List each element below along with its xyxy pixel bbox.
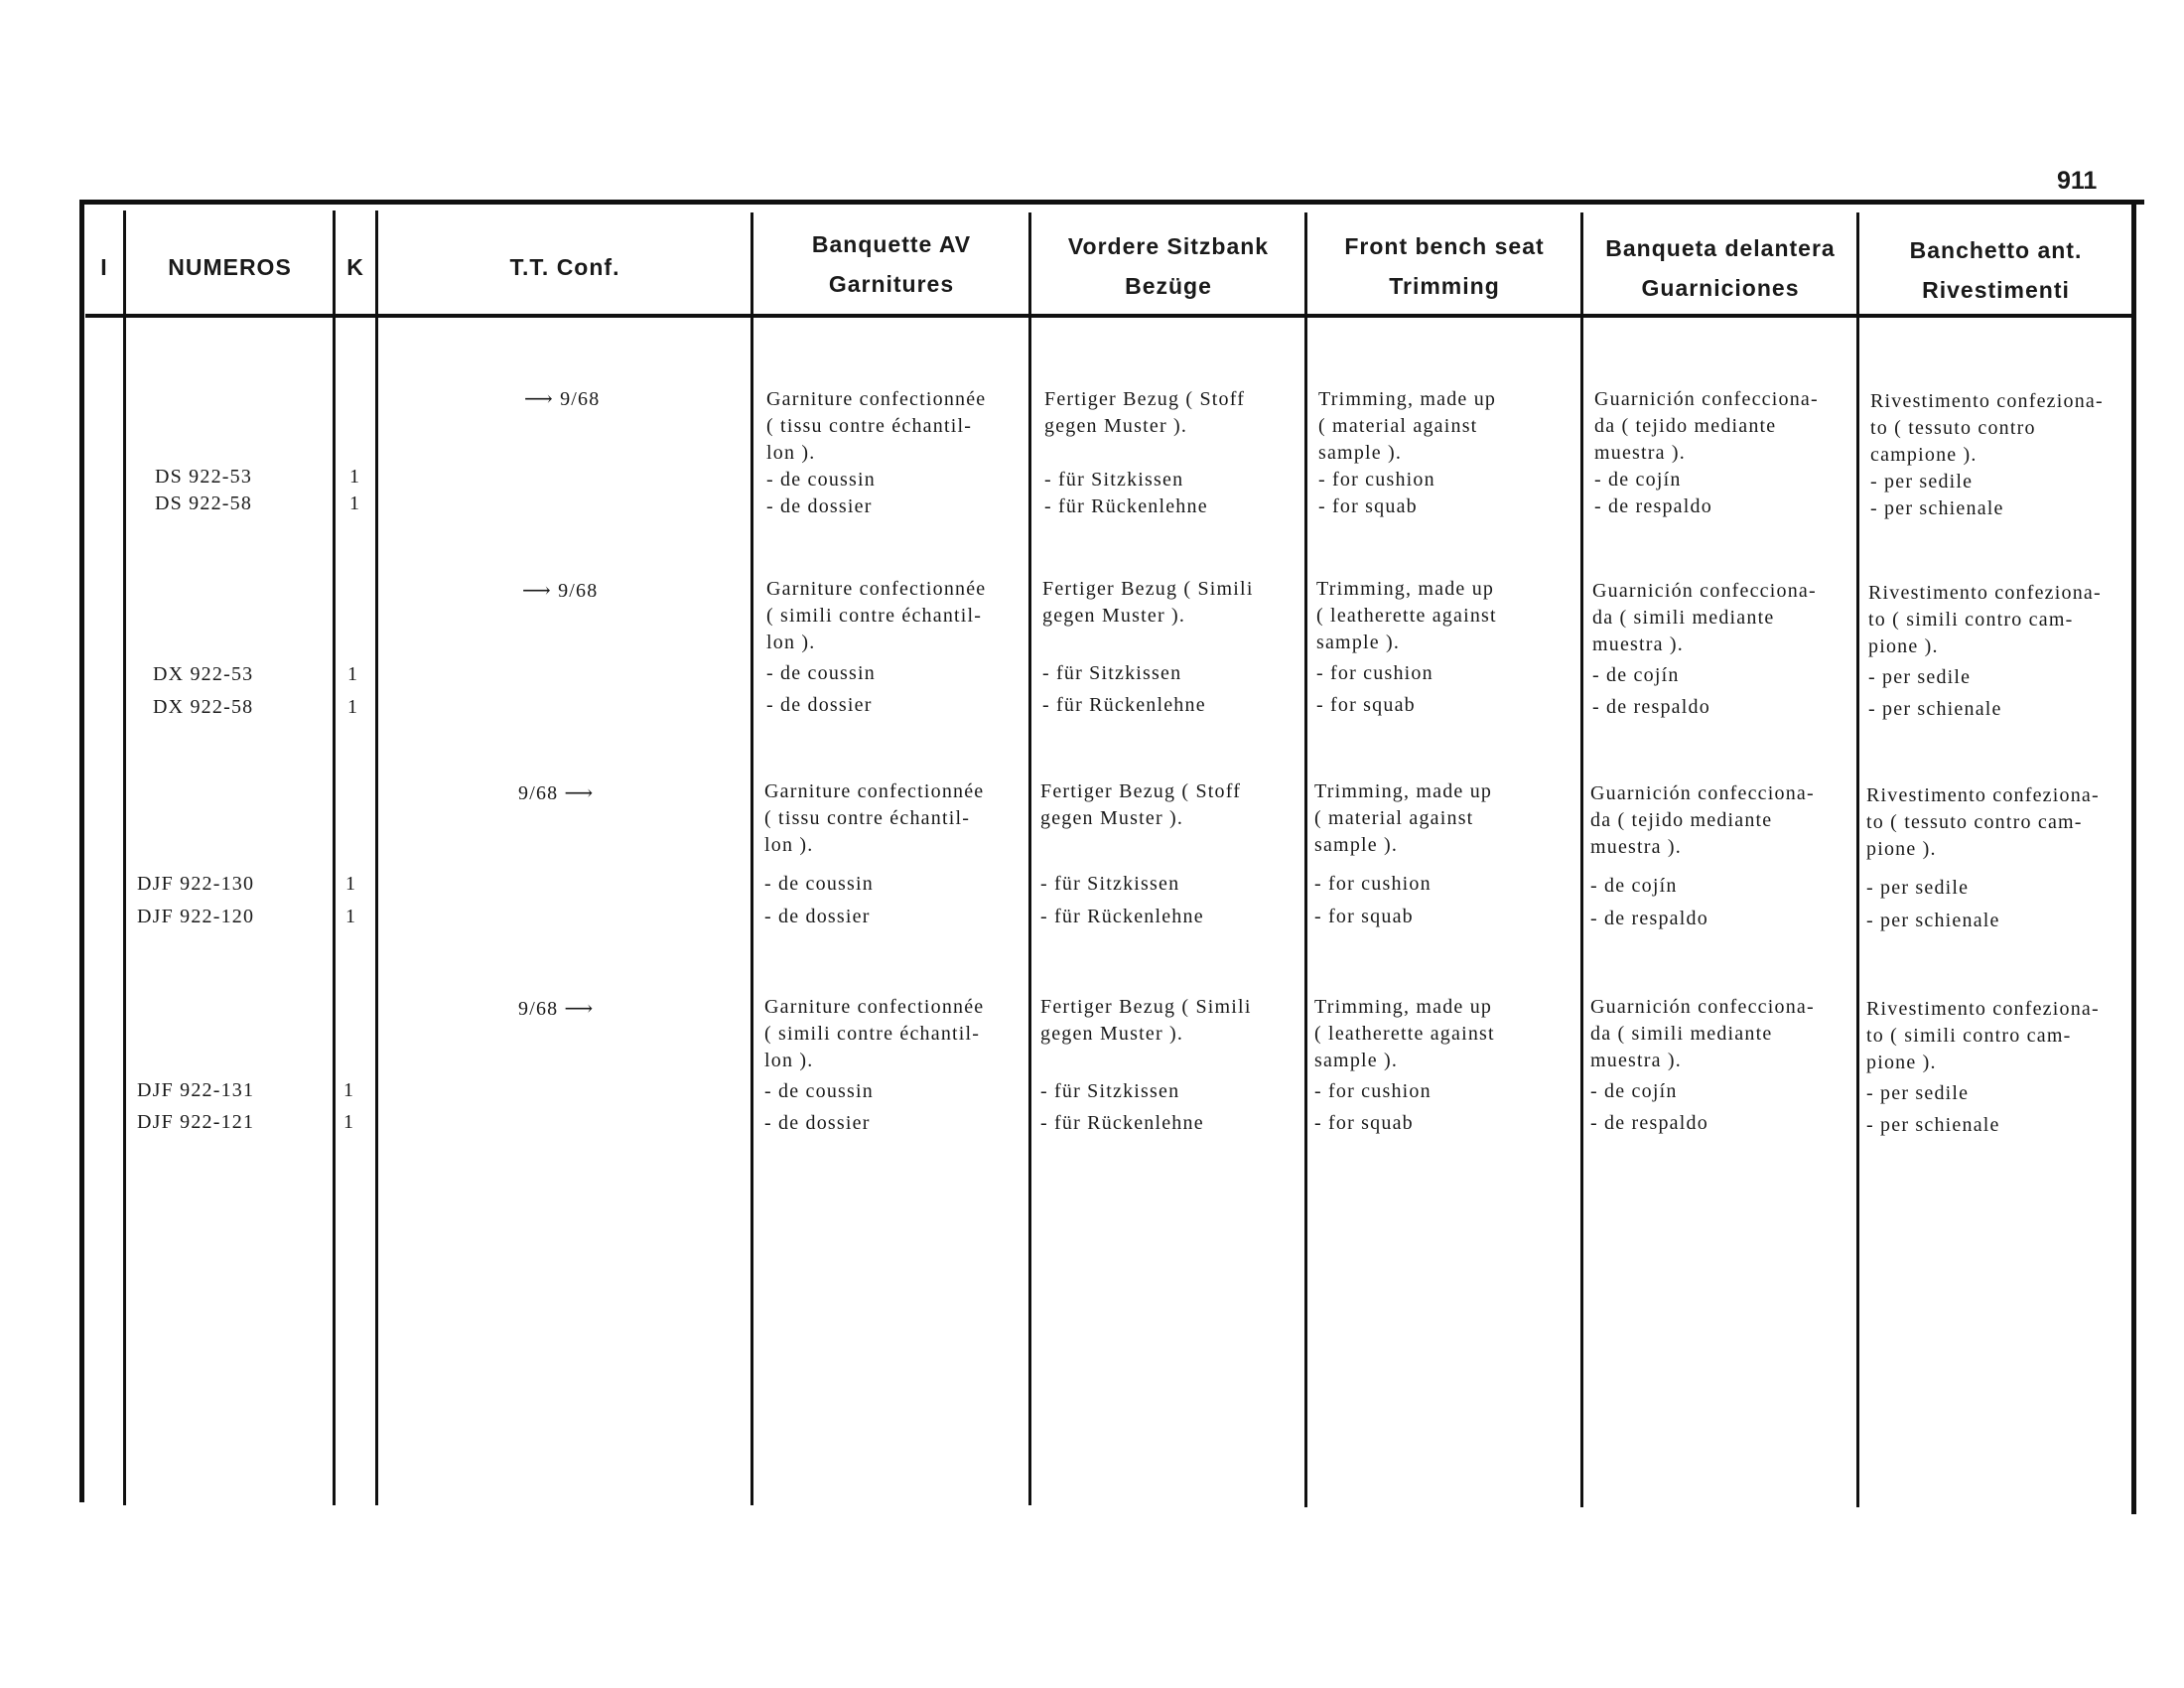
description-spanish: [1590, 994, 1815, 1137]
description-french: [764, 778, 984, 930]
header-italian-line: Rivestimenti: [1922, 277, 2070, 303]
desc-line: gegen Muster ).: [1042, 605, 1186, 627]
header-bottom-rule: [85, 314, 2136, 318]
column-rule: [375, 211, 378, 1505]
desc-line: - for squab: [1314, 1112, 1414, 1134]
header-italian: [1860, 230, 2131, 310]
header-german-line: Bezüge: [1125, 273, 1212, 299]
desc-line: - für Rückenlehne: [1040, 1112, 1204, 1134]
header-k: K: [346, 254, 364, 280]
part-quantity: 1: [345, 873, 357, 895]
desc-line: - de cojín: [1590, 875, 1678, 897]
desc-line: - per sedile: [1866, 1082, 1970, 1104]
column-rule: [2131, 204, 2136, 1514]
description-italian: [1866, 996, 2100, 1139]
desc-line: sample ).: [1318, 442, 1403, 464]
desc-line: - de respaldo: [1590, 1112, 1708, 1134]
column-rule: [79, 200, 84, 1502]
description-german: [1040, 778, 1241, 930]
desc-line: campione ).: [1870, 444, 1978, 466]
desc-line: - per schienale: [1866, 910, 2000, 931]
description-english: [1316, 576, 1497, 719]
desc-line: - de dossier: [764, 906, 871, 927]
part-number: DJF 922-121: [137, 1111, 255, 1133]
desc-line: pione ).: [1868, 635, 1939, 657]
description-english: [1314, 994, 1495, 1137]
desc-line: Guarnición confecciona-: [1590, 996, 1815, 1018]
desc-line: ( leatherette against: [1316, 605, 1497, 627]
header-english-line: Trimming: [1389, 273, 1500, 299]
desc-line: - für Rückenlehne: [1042, 694, 1206, 716]
desc-line: - für Sitzkissen: [1040, 1080, 1180, 1102]
desc-line: ( material against: [1314, 807, 1474, 829]
desc-line: muestra ).: [1590, 836, 1682, 858]
desc-line: - per sedile: [1868, 666, 1972, 688]
desc-line: ( simili contre échantil-: [766, 605, 983, 627]
header-french: [754, 224, 1028, 304]
desc-line: da ( tejido mediante: [1594, 415, 1777, 437]
desc-line: Rivestimento confeziona-: [1866, 784, 2100, 806]
desc-line: Trimming, made up: [1314, 996, 1493, 1018]
description-spanish: [1594, 386, 1819, 520]
desc-line: [1040, 1048, 1252, 1074]
part-quantity: 1: [345, 906, 357, 927]
part-number: DX 922-58: [153, 696, 254, 718]
desc-line: Fertiger Bezug ( Stoff: [1044, 388, 1246, 410]
desc-line: lon ).: [764, 834, 814, 856]
desc-line: - de cojín: [1592, 664, 1680, 686]
desc-line: to ( tessuto contro: [1870, 417, 2036, 439]
desc-line: [1044, 440, 1245, 467]
part-number: DS 922-53: [155, 466, 253, 488]
description-english: [1314, 778, 1492, 930]
part-quantity: 1: [349, 492, 361, 514]
part-quantity: 1: [347, 663, 359, 685]
desc-line: gegen Muster ).: [1044, 415, 1188, 437]
desc-line: Rivestimento confeziona-: [1868, 582, 2102, 604]
description-english: [1318, 386, 1496, 520]
desc-line: - per schienale: [1868, 698, 2002, 720]
desc-line: sample ).: [1314, 1050, 1399, 1071]
desc-line: - de coussin: [764, 1080, 874, 1102]
desc-line: - per schienale: [1866, 1114, 2000, 1136]
part-quantity: 1: [343, 1079, 355, 1101]
desc-line: - de cojín: [1594, 469, 1682, 491]
part-quantity: 1: [347, 696, 359, 718]
desc-line: - de dossier: [766, 495, 873, 517]
header-spanish-line: Banqueta delantera: [1605, 235, 1836, 261]
desc-line: lon ).: [766, 632, 816, 653]
desc-line: to ( simili contro cam-: [1868, 609, 2074, 631]
description-italian: [1868, 580, 2102, 723]
desc-line: - for cushion: [1314, 1080, 1432, 1102]
description-german: [1040, 994, 1252, 1137]
desc-line: lon ).: [764, 1050, 814, 1071]
desc-line: ( tissu contre échantil-: [764, 807, 971, 829]
desc-line: [1042, 630, 1254, 656]
desc-line: Garniture confectionnée: [764, 780, 985, 802]
header-italian-line: Banchetto ant.: [1909, 237, 2083, 263]
column-rule: [751, 212, 753, 1505]
column-rule: [1580, 212, 1583, 1507]
desc-line: pione ).: [1866, 1052, 1937, 1073]
desc-line: to ( simili contro cam-: [1866, 1025, 2072, 1047]
desc-line: - for squab: [1318, 495, 1418, 517]
desc-line: - für Sitzkissen: [1042, 662, 1182, 684]
desc-line: - for squab: [1316, 694, 1416, 716]
header-english-line: Front bench seat: [1344, 233, 1545, 259]
description-spanish: [1590, 780, 1815, 932]
desc-line: da ( tejido mediante: [1590, 809, 1773, 831]
part-quantity: 1: [343, 1111, 355, 1133]
header-spanish: [1584, 228, 1856, 308]
description-french: [766, 576, 986, 719]
description-german: [1042, 576, 1254, 719]
desc-line: - per sedile: [1870, 471, 1974, 492]
column-rule: [333, 211, 336, 1505]
header-english: [1308, 226, 1580, 306]
header-tt-conf: T.T. Conf.: [509, 254, 620, 280]
description-italian: [1866, 782, 2100, 934]
desc-line: - for cushion: [1314, 873, 1432, 895]
conf-date: ⟶ 9/68: [522, 580, 599, 602]
description-italian: [1870, 388, 2104, 522]
part-number: DJF 922-130: [137, 873, 255, 895]
desc-line: da ( simili mediante: [1592, 607, 1775, 629]
desc-line: - de respaldo: [1590, 908, 1708, 929]
desc-line: - for cushion: [1318, 469, 1435, 491]
desc-line: - for cushion: [1316, 662, 1433, 684]
desc-line: Guarnición confecciona-: [1590, 782, 1815, 804]
desc-line: Trimming, made up: [1316, 578, 1495, 600]
column-rule: [1304, 212, 1307, 1507]
desc-line: Trimming, made up: [1314, 780, 1493, 802]
desc-line: Rivestimento confeziona-: [1866, 998, 2100, 1020]
desc-line: muestra ).: [1594, 442, 1686, 464]
header-spanish-line: Guarniciones: [1641, 275, 1800, 301]
desc-line: Garniture confectionnée: [764, 996, 985, 1018]
column-rule: [1856, 212, 1859, 1507]
desc-line: ( tissu contre échantil-: [766, 415, 973, 437]
part-number: DS 922-58: [155, 492, 253, 514]
description-spanish: [1592, 578, 1817, 721]
desc-line: Fertiger Bezug ( Stoff: [1040, 780, 1242, 802]
desc-line: Garniture confectionnée: [766, 388, 987, 410]
description-french: [766, 386, 986, 520]
desc-line: - de cojín: [1590, 1080, 1678, 1102]
desc-line: - de dossier: [764, 1112, 871, 1134]
desc-line: Guarnición confecciona-: [1592, 580, 1817, 602]
column-rule: [1028, 212, 1031, 1505]
desc-line: ( material against: [1318, 415, 1478, 437]
header-numeros: NUMEROS: [168, 254, 292, 280]
desc-line: sample ).: [1316, 632, 1401, 653]
desc-line: Fertiger Bezug ( Simili: [1042, 578, 1254, 600]
page-number: 911: [2057, 167, 2098, 195]
desc-line: ( leatherette against: [1314, 1023, 1495, 1045]
part-quantity: 1: [349, 466, 361, 488]
desc-line: - de respaldo: [1594, 495, 1712, 517]
header-german-line: Vordere Sitzbank: [1067, 233, 1270, 259]
header-index: I: [100, 254, 108, 280]
description-french: [764, 994, 984, 1137]
desc-line: - de respaldo: [1592, 696, 1710, 718]
desc-line: Garniture confectionnée: [766, 578, 987, 600]
desc-line: da ( simili mediante: [1590, 1023, 1773, 1045]
desc-line: - de coussin: [766, 662, 876, 684]
desc-line: Trimming, made up: [1318, 388, 1497, 410]
desc-line: lon ).: [766, 442, 816, 464]
conf-date: 9/68 ⟶: [518, 782, 595, 804]
part-number: DX 922-53: [153, 663, 254, 685]
column-rule: [123, 211, 126, 1505]
conf-date: 9/68 ⟶: [518, 998, 595, 1020]
desc-line: muestra ).: [1590, 1050, 1682, 1071]
desc-line: Fertiger Bezug ( Simili: [1040, 996, 1252, 1018]
desc-line: - für Sitzkissen: [1044, 469, 1184, 491]
desc-line: gegen Muster ).: [1040, 1023, 1184, 1045]
desc-line: to ( tessuto contro cam-: [1866, 811, 2083, 833]
desc-line: - for squab: [1314, 906, 1414, 927]
desc-line: - für Rückenlehne: [1040, 906, 1204, 927]
desc-line: - per sedile: [1866, 877, 1970, 899]
desc-line: Rivestimento confeziona-: [1870, 390, 2104, 412]
desc-line: Guarnición confecciona-: [1594, 388, 1819, 410]
part-number: DJF 922-120: [137, 906, 255, 927]
desc-line: [1040, 832, 1241, 859]
desc-line: - de dossier: [766, 694, 873, 716]
desc-line: - de coussin: [764, 873, 874, 895]
header-french-line: Garnitures: [828, 271, 955, 297]
desc-line: - für Sitzkissen: [1040, 873, 1180, 895]
desc-line: ( simili contre échantil-: [764, 1023, 981, 1045]
desc-line: - per schienale: [1870, 497, 2004, 519]
header-german: [1032, 226, 1304, 306]
desc-line: pione ).: [1866, 838, 1937, 860]
desc-line: gegen Muster ).: [1040, 807, 1184, 829]
desc-line: - de coussin: [766, 469, 876, 491]
header-french-line: Banquette AV: [811, 231, 972, 257]
part-number: DJF 922-131: [137, 1079, 255, 1101]
description-german: [1044, 386, 1245, 520]
desc-line: - für Rückenlehne: [1044, 495, 1208, 517]
conf-date: ⟶ 9/68: [524, 388, 601, 410]
desc-line: sample ).: [1314, 834, 1399, 856]
table-top-rule: [79, 200, 2144, 205]
desc-line: muestra ).: [1592, 633, 1684, 655]
